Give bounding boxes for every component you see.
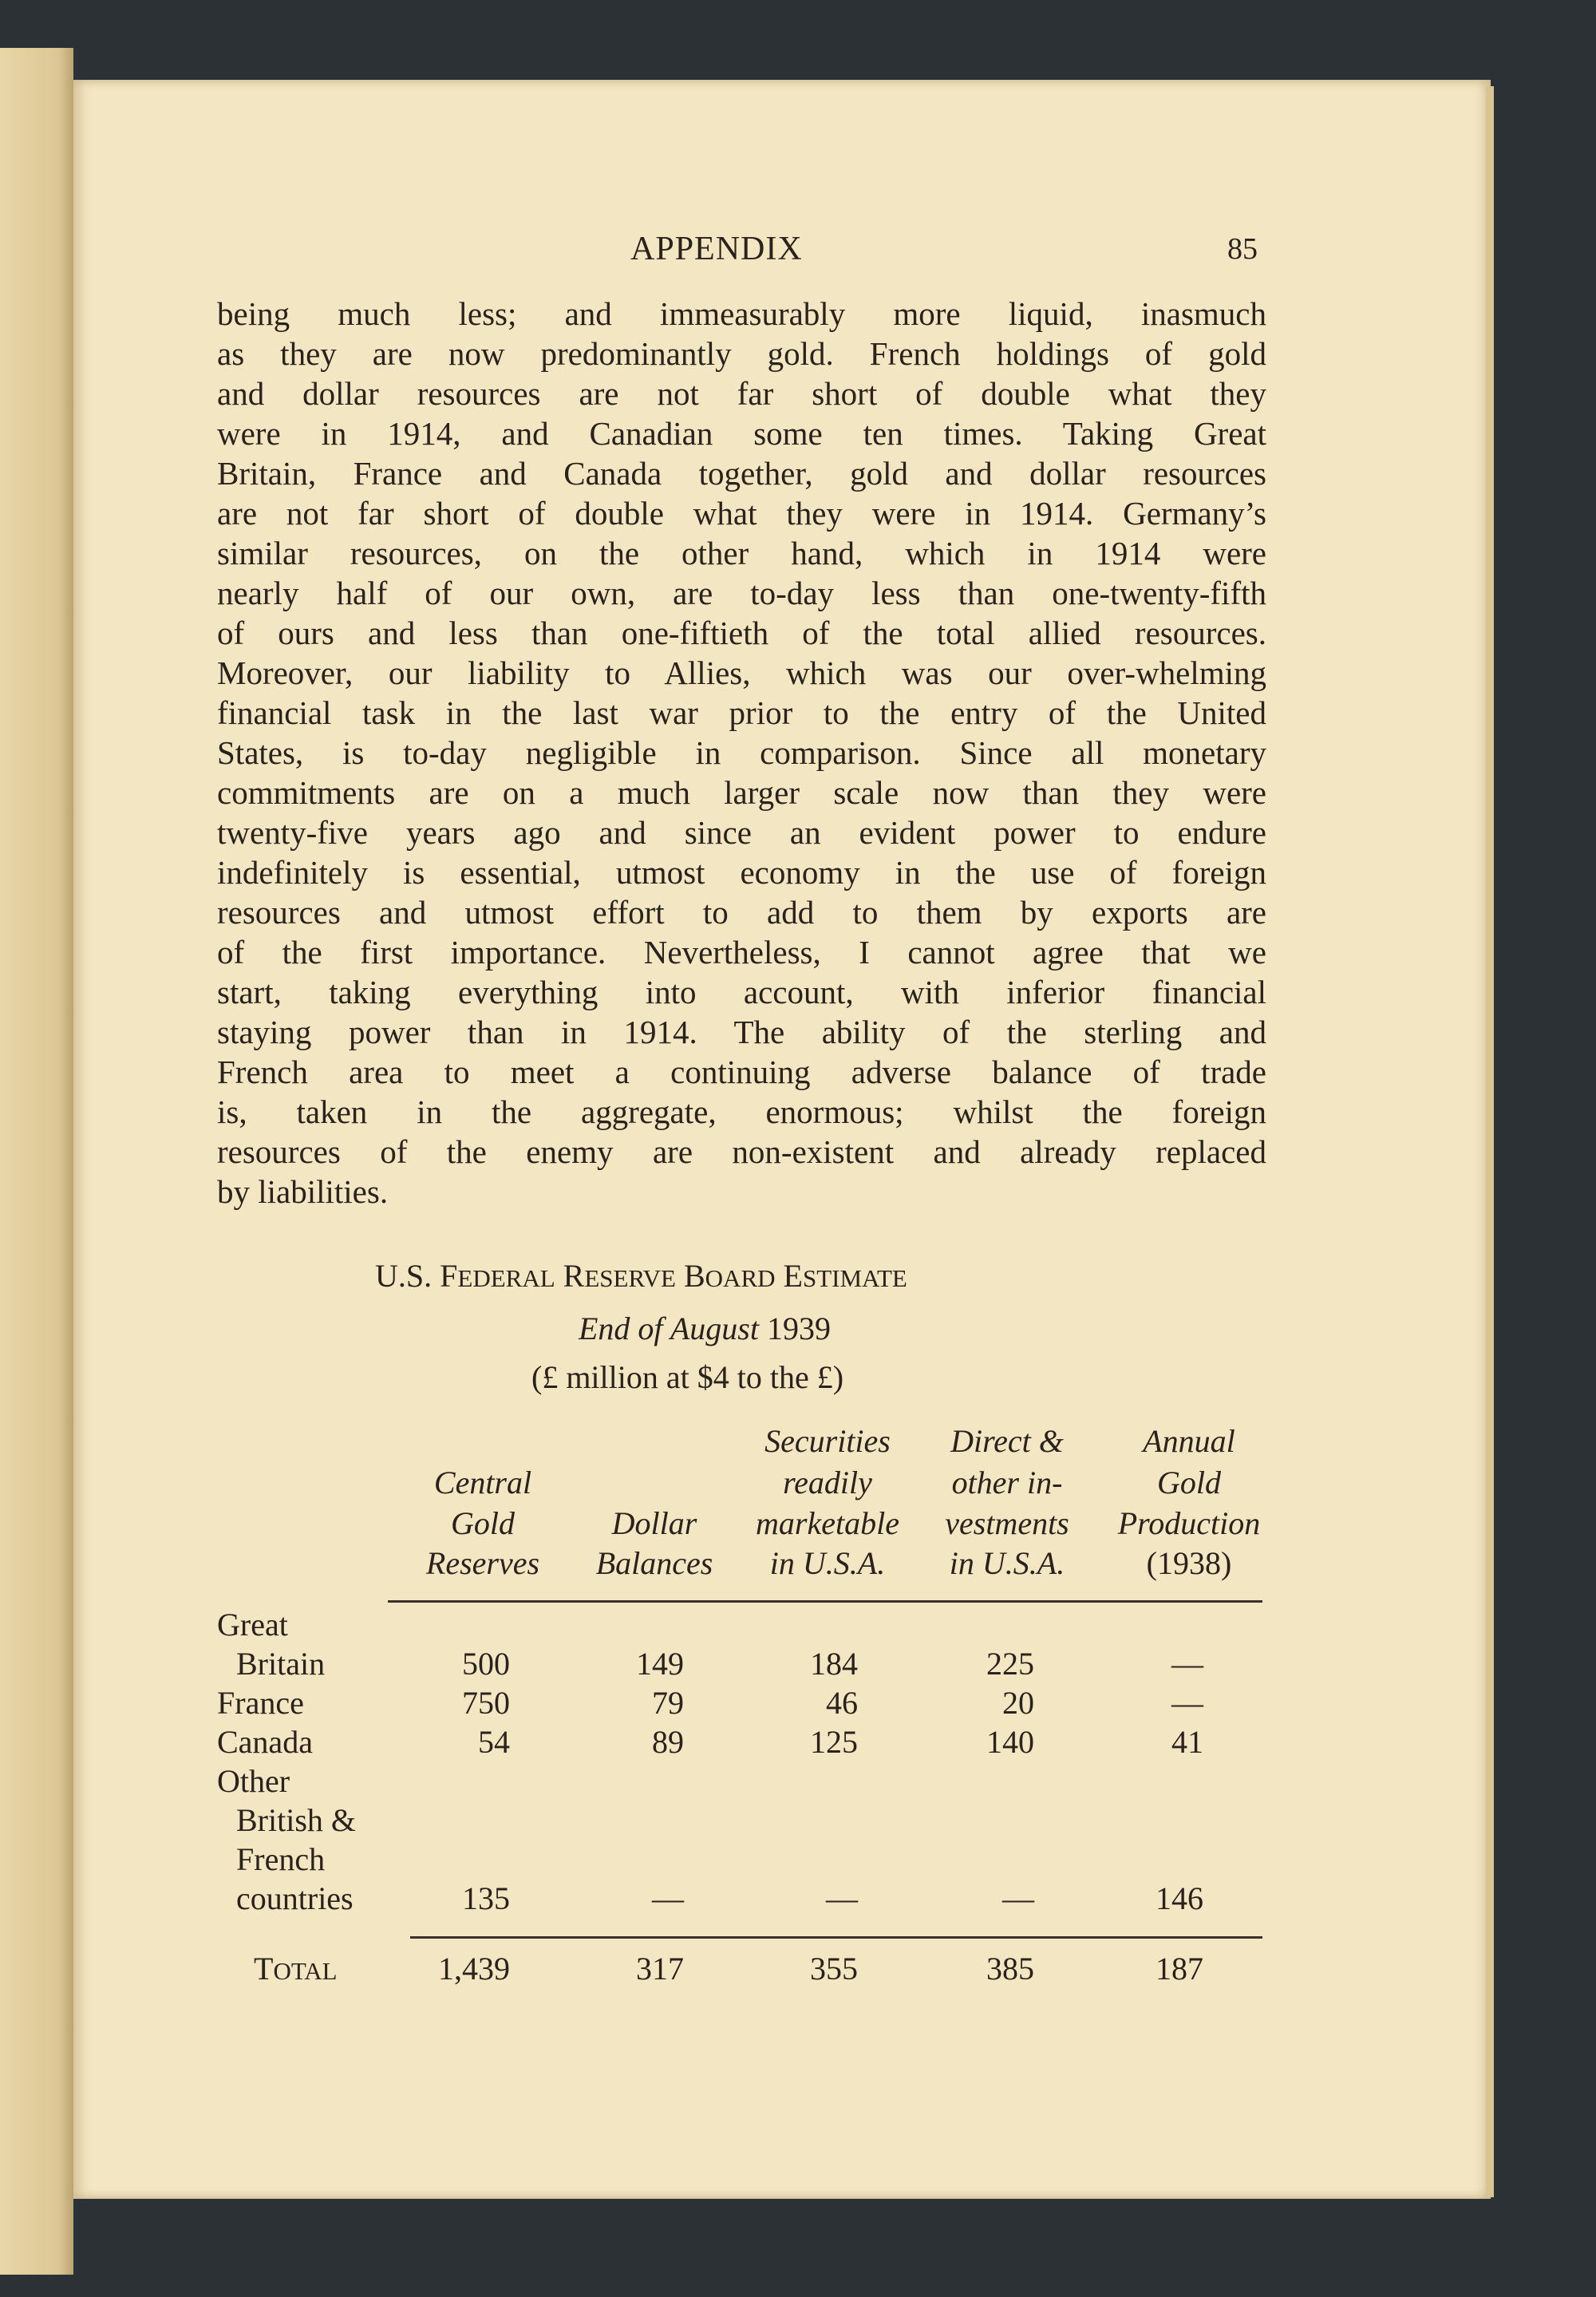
total-cell: 1,439 xyxy=(438,1951,510,1987)
total-rule xyxy=(410,1936,1262,1939)
body-line: Britain, France and Canada together, gold and dollar resources xyxy=(217,455,1266,492)
body-line: start, taking everything into account, with inferior financial xyxy=(217,974,1266,1010)
table-cell: 750 xyxy=(462,1685,510,1721)
row-label: French xyxy=(236,1841,326,1877)
table-cell: 54 xyxy=(478,1724,510,1760)
total-cell: 187 xyxy=(1156,1951,1203,1987)
column-header-line: (1938) xyxy=(1146,1545,1232,1581)
column-header-line: vestments xyxy=(945,1505,1069,1541)
body-line: twenty-five years ago and since an evident power to endure xyxy=(217,814,1266,851)
table-cell: — xyxy=(652,1880,684,1916)
body-line: resources and utmost effort to add to them by exports are xyxy=(217,894,1266,931)
body-line: French area to meet a continuing adverse balance of trade xyxy=(217,1054,1266,1090)
column-header-line: Gold xyxy=(1157,1465,1221,1500)
table-cell: 20 xyxy=(1002,1685,1034,1721)
body-line: of ours and less than one-fiftieth of the total allied resources. xyxy=(217,615,1266,651)
row-label: France xyxy=(217,1685,304,1721)
column-header-line: Annual xyxy=(1143,1423,1235,1459)
table-cell: 125 xyxy=(810,1724,858,1760)
table-cell: 135 xyxy=(462,1880,510,1916)
subtitle-year: 1939 xyxy=(766,1311,831,1346)
title-initial: E xyxy=(783,1258,803,1294)
column-header-line: in U.S.A. xyxy=(949,1545,1065,1581)
table-cell: — xyxy=(1002,1880,1034,1916)
table-cell: 140 xyxy=(986,1724,1034,1760)
row-label: Britain xyxy=(236,1646,326,1682)
body-line: and dollar resources are not far short of double what they xyxy=(217,375,1266,412)
running-header: APPENDIX xyxy=(630,231,803,267)
page-number: 85 xyxy=(1227,232,1258,266)
title-initial: F xyxy=(440,1258,458,1294)
table-cell: 146 xyxy=(1156,1880,1203,1916)
column-header-line: Dollar xyxy=(611,1505,697,1541)
body-line: of the first importance. Nevertheless, I cannot agree that we xyxy=(217,934,1266,971)
table-cell: — xyxy=(1171,1685,1203,1721)
total-cell: 355 xyxy=(810,1951,858,1987)
body-line: are not far short of double what they were in 1914. Germany’s xyxy=(217,495,1266,532)
table-cell: — xyxy=(1171,1646,1203,1682)
title-initial: R xyxy=(563,1258,585,1294)
column-header-line: readily xyxy=(783,1465,872,1500)
column-header-line: marketable xyxy=(756,1505,899,1541)
table-cell: — xyxy=(826,1880,858,1916)
body-line: financial task in the last war prior to the entry of the United xyxy=(217,694,1266,731)
table-cell: 79 xyxy=(652,1685,684,1721)
body-line: similar resources, on the other hand, which in 1914 were xyxy=(217,535,1266,571)
table-cell: 149 xyxy=(636,1646,684,1682)
total-label-rest: OTAL xyxy=(273,1957,338,1985)
total-label xyxy=(254,1950,338,1987)
subtitle-text: End of August xyxy=(579,1311,759,1346)
table-cell: 46 xyxy=(826,1685,858,1721)
row-label: Canada xyxy=(217,1724,313,1760)
body-line: as they are now predominantly gold. French holdings of gold xyxy=(217,335,1266,372)
table-unit-note: (£ million at $4 to the £) xyxy=(531,1359,844,1395)
table-cell: 225 xyxy=(986,1646,1034,1682)
body-line: is, taken in the aggregate, enormous; whilst the foreign xyxy=(217,1093,1266,1130)
table-cell: 184 xyxy=(810,1646,858,1682)
row-label: Other xyxy=(217,1763,290,1799)
table-cell: 41 xyxy=(1171,1724,1203,1760)
column-header-line: Gold xyxy=(451,1505,515,1541)
body-line: staying power than in 1914. The ability of the sterling and xyxy=(217,1014,1266,1050)
title-rest: ESERVE xyxy=(584,1264,676,1292)
body-line: Moreover, our liability to Allies, which was our over-whelming xyxy=(217,654,1266,691)
body-line: commitments are on a much larger scale now than they were xyxy=(217,774,1266,811)
title-prefix: U.S. xyxy=(375,1258,440,1294)
body-line: States, is to-day negligible in comparison. Since all monetary xyxy=(217,734,1266,771)
title-rest: STIMATE xyxy=(802,1264,907,1292)
row-label: countries xyxy=(236,1880,354,1916)
facing-page-edge xyxy=(0,48,73,2275)
title-rest: EDERAL xyxy=(457,1264,555,1292)
row-label: Great xyxy=(217,1607,288,1643)
table-cell: 500 xyxy=(462,1646,510,1682)
column-header-line: Balances xyxy=(595,1545,713,1581)
body-line: indefinitely is essential, utmost economy in the use of foreign xyxy=(217,854,1266,891)
body-line: nearly half of our own, are to-day less than one-twenty-fifth xyxy=(217,575,1266,611)
table-title xyxy=(375,1257,907,1295)
body-line: resources of the enemy are non-existent and already replaced xyxy=(217,1133,1266,1170)
body-line: by liabilities. xyxy=(217,1173,389,1210)
header-rule xyxy=(388,1600,1262,1603)
total-cell: 317 xyxy=(636,1951,684,1987)
page-edge xyxy=(1486,86,1494,2197)
table-cell: 89 xyxy=(652,1724,684,1760)
column-header-line: Securities xyxy=(764,1423,891,1459)
column-header-line: Direct & xyxy=(950,1423,1064,1459)
column-header-line: Reserves xyxy=(425,1545,540,1581)
total-label-initial: T xyxy=(254,1951,274,1987)
column-header-line: Production xyxy=(1117,1505,1261,1541)
body-line: were in 1914, and Canadian some ten times. Taking Great xyxy=(217,415,1266,452)
row-label: British & xyxy=(236,1802,357,1838)
total-cell: 385 xyxy=(986,1951,1034,1987)
title-rest: OARD xyxy=(705,1264,776,1292)
column-header-line: in U.S.A. xyxy=(769,1545,886,1581)
column-header-line: Central xyxy=(433,1465,532,1500)
column-header-line: other in- xyxy=(951,1465,1063,1500)
body-line: being much less; and immeasurably more liquid, inasmuch xyxy=(217,295,1266,332)
title-initial: B xyxy=(683,1258,705,1294)
table-subtitle xyxy=(579,1310,831,1347)
